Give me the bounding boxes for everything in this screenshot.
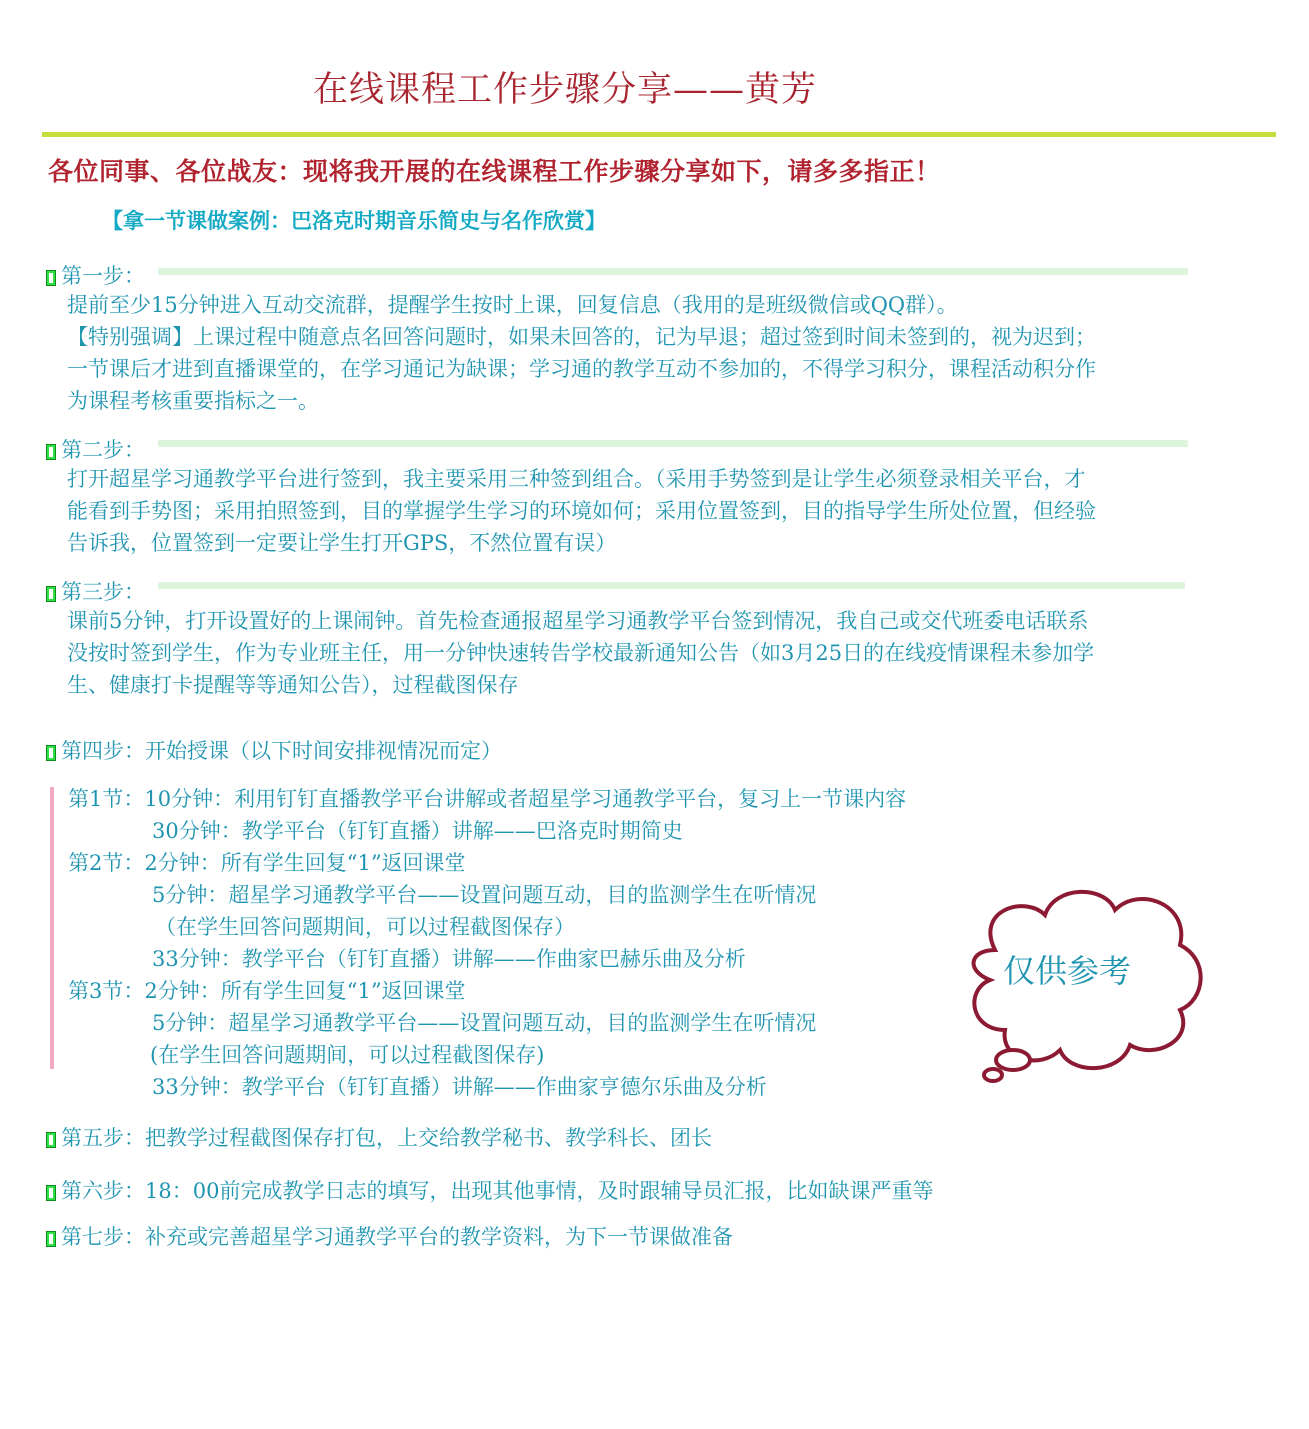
step-7-label: 第七步：补充或完善超星学习通教学平台的教学资料，为下一节课做准备	[61, 1225, 733, 1249]
step-4-heading	[46, 735, 502, 765]
step-4-label: 第四步：开始授课（以下时间安排视情况而定）	[61, 739, 502, 763]
schedule-line: 第3节：2分钟：所有学生回复“1”返回课堂	[68, 979, 466, 1003]
schedule-side-bar	[50, 787, 54, 1069]
step-marker-icon	[46, 1231, 56, 1247]
title-divider	[42, 132, 1276, 137]
step-2-line: 告诉我，位置签到一定要让学生打开GPS，不然位置有误）	[67, 531, 617, 555]
schedule-line: 30分钟：教学平台（钉钉直播）讲解——巴洛克时期简史	[152, 819, 683, 843]
step-6-label: 第六步：18：00前完成教学日志的填写，出现其他事情，及时跟辅导员汇报，比如缺课严重等	[61, 1179, 934, 1203]
step-1-body	[67, 289, 1257, 417]
schedule-line: (在学生回答问题期间，可以过程截图保存)	[150, 1043, 545, 1067]
step-1-line: 为课程考核重要指标之一。	[67, 389, 319, 413]
schedule-line: 5分钟：超星学习通教学平台——设置问题互动，目的监测学生在听情况	[152, 1011, 817, 1035]
step-2-label: 第二步：	[61, 438, 145, 462]
case-heading: 【拿一节课做案例：巴洛克时期音乐简史与名作欣赏】	[102, 208, 606, 233]
step-marker-icon	[46, 745, 56, 761]
step-1-label: 第一步：	[61, 264, 145, 288]
step-3-line: 生、健康打卡提醒等等通知公告），过程截图保存	[67, 673, 519, 697]
schedule-line: 第1节：10分钟：利用钉钉直播教学平台讲解或者超星学习通教学平台，复习上一节课内容	[68, 787, 907, 811]
step-3-line: 没按时签到学生，作为专业班主任，用一分钟快速转告学校最新通知公告（如3月25日的在线疫情课程未参加学	[67, 641, 1095, 665]
step-1-line: 一节课后才进到直播课堂的，在学习通记为缺课；学习通的教学互动不参加的，不得学习积分，课程活动积分作	[67, 357, 1096, 381]
step-3-heading	[46, 576, 145, 606]
step-marker-icon	[46, 586, 56, 602]
schedule-line: 33分钟：教学平台（钉钉直播）讲解——作曲家亨德尔乐曲及分析	[152, 1075, 767, 1099]
schedule-line: （在学生回答问题期间，可以过程截图保存）	[155, 915, 575, 939]
schedule-line: 第2节：2分钟：所有学生回复“1”返回课堂	[68, 851, 466, 875]
step-3-bar	[158, 582, 1185, 589]
step-1-line: 【特别强调】上课过程中随意点名回答问题时，如果未回答的，记为早退；超过签到时间未签到的，视为迟到；	[67, 325, 1096, 349]
schedule-line: 5分钟：超星学习通教学平台——设置问题互动，目的监测学生在听情况	[152, 883, 817, 907]
step-7-heading	[46, 1221, 733, 1251]
bubble-text: 仅供参考	[1003, 952, 1132, 990]
step-1-heading	[46, 260, 145, 290]
step-2-heading	[46, 434, 145, 464]
step-marker-icon	[46, 1185, 56, 1201]
step-6-heading	[46, 1175, 933, 1205]
step-2-body	[67, 463, 1257, 559]
step-3-body	[67, 605, 1257, 701]
step-3-line: 课前5分钟，打开设置好的上课闹钟。首先检查通报超星学习通教学平台签到情况，我自己或交代班委电话联系	[67, 609, 1089, 633]
step-1-bar	[158, 268, 1188, 275]
step-marker-icon	[46, 444, 56, 460]
step-marker-icon	[46, 270, 56, 286]
step-marker-icon	[46, 1132, 56, 1148]
step-5-heading	[46, 1122, 712, 1152]
step-3-label: 第三步：	[61, 580, 145, 604]
step-1-line: 提前至少15分钟进入互动交流群，提醒学生按时上课，回复信息（我用的是班级微信或QQ群）。	[67, 293, 958, 317]
schedule-line: 33分钟：教学平台（钉钉直播）讲解——作曲家巴赫乐曲及分析	[152, 947, 746, 971]
step-2-line: 能看到手势图；采用拍照签到，目的掌握学生学习的环境如何；采用位置签到，目的指导学生所处位置，但经验	[67, 499, 1096, 523]
step-5-label: 第五步：把教学过程截图保存打包，上交给教学秘书、教学科长、团长	[61, 1126, 712, 1150]
step-2-bar	[158, 440, 1188, 447]
page-title: 在线课程工作步骤分享——黄芳	[313, 70, 818, 110]
intro-text: 各位同事、各位战友：现将我开展的在线课程工作步骤分享如下，请多多指正！	[48, 157, 941, 186]
step-2-line: 打开超星学习通教学平台进行签到，我主要采用三种签到组合。（采用手势签到是让学生必须登录相关平台，才	[67, 467, 1086, 491]
